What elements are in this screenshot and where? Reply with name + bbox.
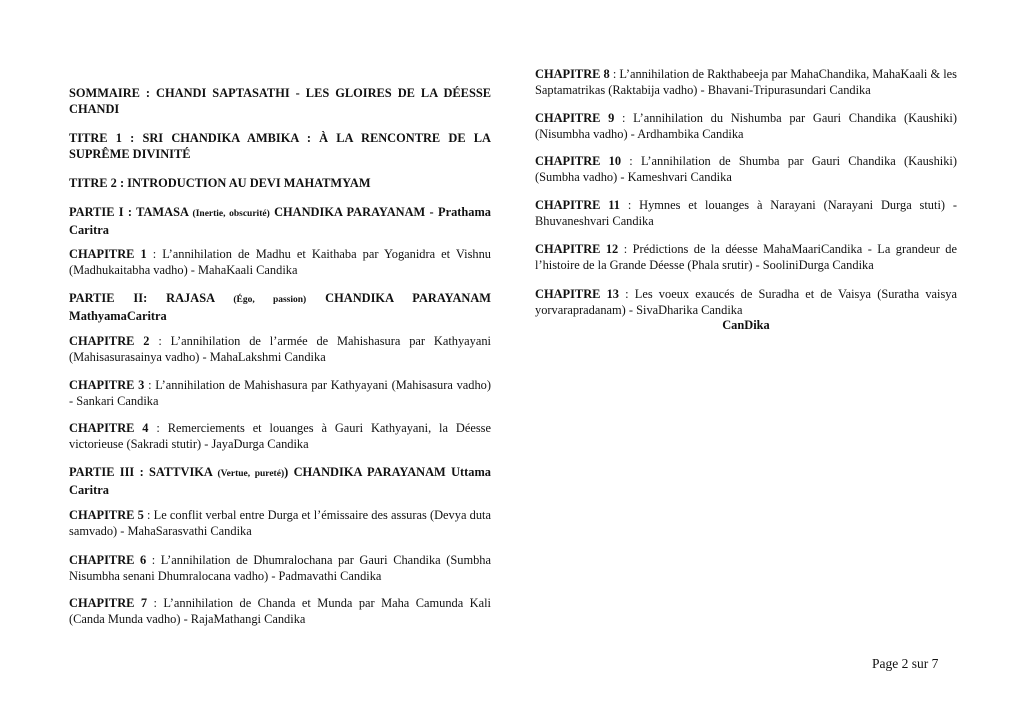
titre-2-heading: TITRE 2 : INTRODUCTION AU DEVI MAHATMYAM [69,176,371,190]
chapter-8-entry: CHAPITRE 8 : L’annihilation de Rakthabeeja par MahaChandika, MahaKaali & les Saptamatrikas (Raktabija vadho) - Bhavani-Tripurasundari Candika [535,67,957,97]
chapter-13-entry: CHAPITRE 13 : Les voeux exaucés de Suradha et de Vaisya (Suratha vaisya yorvarapradanam) - SivaDharika Candika [535,287,957,317]
chapter-2-entry: CHAPITRE 2 : L’annihilation de l’armée de Mahishasura par Kathyayani (Mahisasurasainya vadho) - MahaLakshmi Candika [69,334,491,364]
titre-1-heading: TITRE 1 : SRI CHANDIKA AMBIKA : À LA RENCONTRE DE LA SUPRÊME DIVINITÉ [69,131,491,161]
chapter-11-entry: CHAPITRE 11 : Hymnes et louanges à Narayani (Narayani Durga stuti) - Bhuvaneshvari Candika [535,198,957,228]
chapter-6-entry: CHAPITRE 6 : L’annihilation de Dhumralochana par Gauri Chandika (Sumbha Nisumbha senani Dhumralocana vadho) - Padmavathi Candika [69,553,491,583]
chapter-1-entry: CHAPITRE 1 : L’annihilation de Madhu et Kaithaba par Yoganidra et Vishnu (Madhukaitabha vadho) - MahaKaali Candika [69,247,491,277]
partie-2-heading: PARTIE II: RAJASA (Égo, passion) CHANDIKA PARAYANAM MathyamaCaritra [69,291,492,323]
chapter-9-entry: CHAPITRE 9 : L’annihilation du Nishumba par Gauri Chandika (Kaushiki) (Nisumbha vadho) - Ardhambika Candika [535,111,957,141]
chapter-5-entry: CHAPITRE 5 : Le conflit verbal entre Durga et l’émissaire des assuras (Devya duta samvado) - MahaSarasvathi Candika [69,508,491,538]
candika-label: CanDika [722,318,770,332]
chapter-4-entry: CHAPITRE 4 : Remerciements et louanges à Gauri Kathyayani, la Déesse victorieuse (Sakradi stutir) - JayaDurga Candika [69,421,491,451]
chapter-12-entry: CHAPITRE 12 : Prédictions de la déesse MahaMaariCandika - La grandeur de l’histoire de la Grande Déesse (Phala srutir) - SooliniDurga Candika [535,242,957,272]
chapter-7-entry: CHAPITRE 7 : L’annihilation de Chanda et Munda par Maha Camunda Kali (Canda Munda vadho) - RajaMathangi Candika [69,596,491,626]
chapter-10-entry: CHAPITRE 10 : L’annihilation de Shumba par Gauri Chandika (Kaushiki) (Sumbha vadho) - Kameshvari Candika [535,154,958,184]
partie-3-heading: PARTIE III : SATTVIKA (Vertue, pureté)) CHANDIKA PARAYANAM Uttama Caritra [69,465,491,497]
partie-1-heading: PARTIE I : TAMASA (Inertie, obscurité) CHANDIKA PARAYANAM - Prathama Caritra [69,205,491,237]
page-number: Page 2 sur 7 [872,656,939,671]
sommaire-heading: SOMMAIRE : CHANDI SAPTASATHI - LES GLOIRES DE LA DÉESSE CHANDI [69,86,491,116]
chapter-3-entry: CHAPITRE 3 : L’annihilation de Mahishasura par Kathyayani (Mahisasura vadho) - Sankari Candika [69,378,491,408]
